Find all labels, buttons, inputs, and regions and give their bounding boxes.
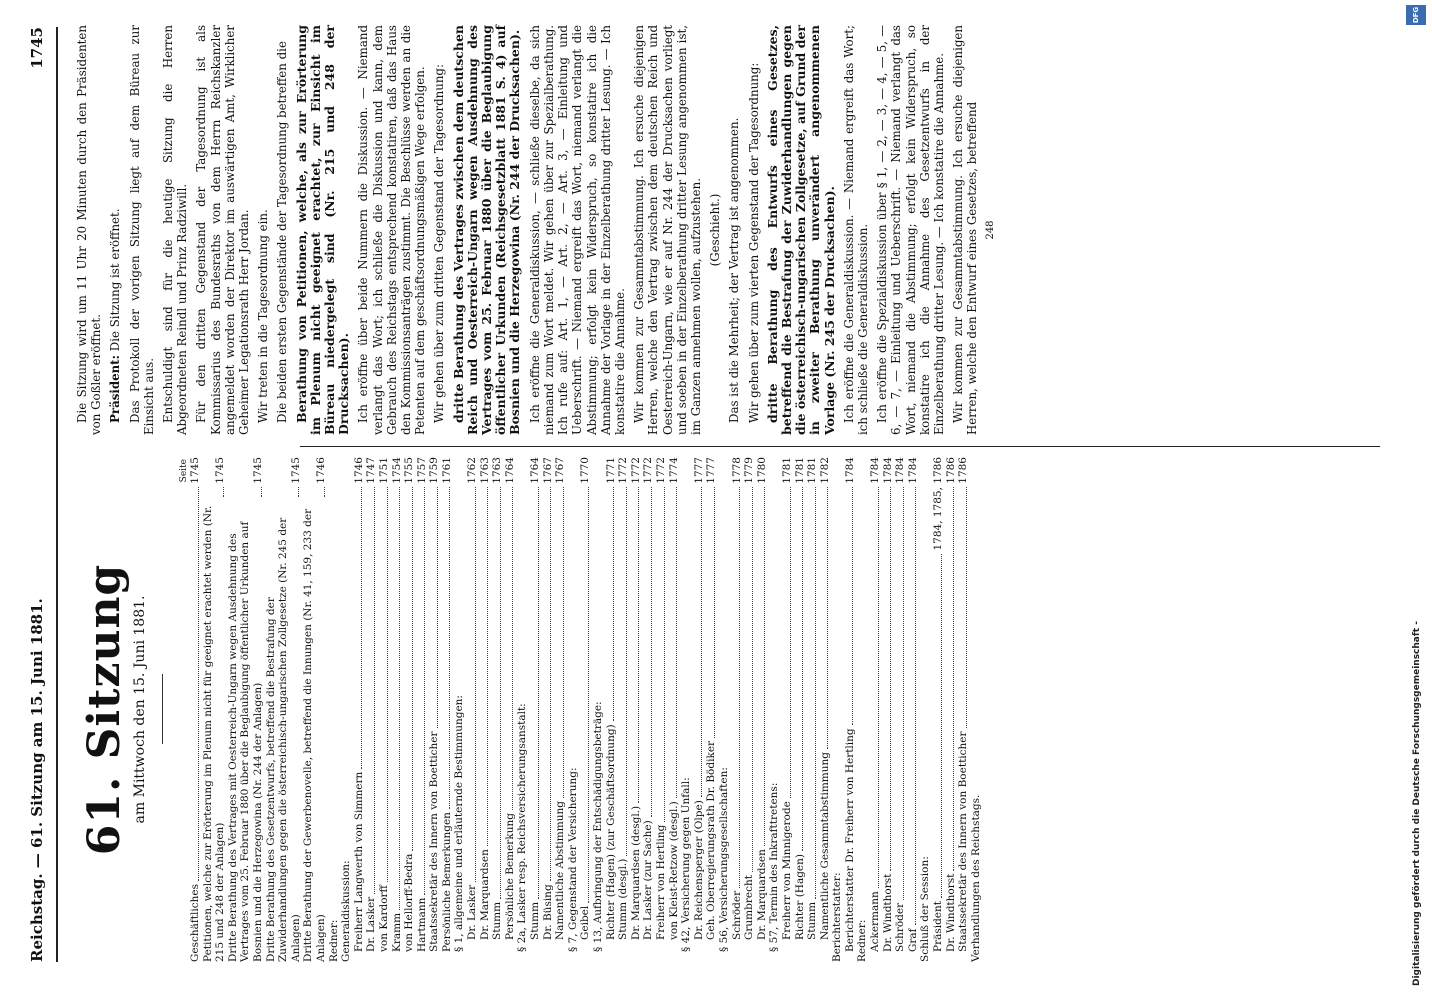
toc-entry-text: Staatssekretär des Innern von Boetticher	[957, 731, 970, 952]
toc-leader-dots	[487, 487, 488, 846]
toc-entry-text: Redner:	[327, 919, 340, 962]
toc-leader-dots	[223, 487, 224, 497]
toc-entry-text: Dr. Marquardsen	[478, 849, 491, 940]
toc-entry-text: § 42, Versicherung gegen Unfall:	[680, 777, 693, 952]
toc-entry-page: 1763	[491, 457, 504, 484]
toc-entry	[340, 457, 353, 962]
toc-leader-dots	[651, 487, 652, 818]
agenda-item-heading: Berathung von Petitionen, welche, als zur Erörterung im Plenum nicht geeignet erachtet, zur Einsicht im Büreau niedergelegt sind (Nr. 215 und 248 der Drucksachen).	[293, 25, 352, 435]
toc-leader-dots	[588, 487, 589, 903]
toc-leader-dots	[374, 487, 375, 894]
proceedings-text	[75, 25, 980, 435]
toc-entry-text: Richter (Hagen) (zur Geschäftsordnung)	[604, 724, 617, 940]
toc-entry-text: § 1, allgemeine und erläuternde Bestimmungen:	[453, 695, 466, 952]
toc-entry-text: Schluß der Session:	[919, 856, 932, 962]
toc-entry	[504, 457, 517, 962]
toc-entry-text: Geh. Oberregierungsrath Dr. Bödiker	[705, 740, 718, 940]
toc-entry	[882, 457, 895, 962]
toc-entry-text: Stumm	[491, 901, 504, 940]
toc-leader-dots	[198, 487, 199, 881]
toc-entry	[794, 457, 807, 962]
toc-entry-page: 1764	[503, 457, 516, 484]
toc-leader-dots	[941, 554, 942, 898]
toc-entry	[756, 457, 769, 962]
paragraph: Wir treten in die Tagesordnung ein.	[256, 209, 271, 423]
toc-entry-text: Staatssekretär des Innern von Boetticher	[428, 731, 441, 952]
toc-entry-page: 1759	[428, 457, 441, 484]
toc-leader-dots	[676, 487, 677, 799]
toc-entry	[416, 457, 429, 962]
toc-entry	[579, 457, 592, 962]
session-title: 61. Sitzung	[79, 563, 130, 856]
toc-entry-text: § 13, Aufbringung der Entschädigungsbeträge:	[592, 701, 604, 952]
digitization-credit	[1402, 0, 1432, 1000]
toc-entry-page: 1764	[529, 457, 542, 484]
toc-entry-text: Berichterstatter Dr. Freiherr von Hertling	[843, 728, 856, 952]
toc-leader-dots	[701, 487, 702, 797]
toc-entry-page: 1755	[403, 457, 416, 484]
toc-leader-dots	[613, 487, 614, 722]
dfg-logo: DFG	[1406, 5, 1426, 25]
paragraph-text: Die Sitzung ist eröffnet.	[108, 208, 123, 355]
toc-entry-text: Dritte Berathung der Gewerbenovelle, betreffend die Innungen (Nr. 41, 159, 233 der Anlagen)	[302, 508, 327, 962]
toc-entry-page: 1786	[957, 457, 970, 484]
toc-entry-text: Dr. Lasker	[365, 896, 378, 952]
paragraph: Wir kommen zur Gesammtabstimmung. Ich ersuche diejenigen Herren, welche den Vertrag zwischen dem deutschen Reich und Oesterreich-Ungarn, wie er auf Nr. 244 der Drucksachen vorliegt und soeben in der Einzelberathung dritter Lesung angenommen ist, im Ganzen annehmen wollen, aufzustehen.	[632, 25, 703, 435]
left-column	[75, 457, 982, 962]
toc-leader-dots	[903, 487, 904, 900]
toc-entry	[466, 457, 479, 962]
toc-entry	[806, 457, 819, 962]
toc-entry-page: 1777	[692, 457, 705, 484]
toc-entry-text: Dr. Reichensperger (Olpe)	[692, 800, 705, 940]
toc-leader-dots	[324, 487, 325, 497]
toc-entry-page: 1767	[541, 457, 554, 484]
toc-entry-text: § 2a, Lasker resp. Reichsversicherungsanstalt:	[516, 703, 529, 952]
toc-entry-text: Stumm	[806, 901, 819, 940]
toc-leader-dots	[878, 487, 879, 888]
toc-entry-text: Dr. Windthorst	[881, 873, 894, 952]
toc-entry-page: 1774	[667, 457, 680, 484]
toc-entry-text: Hartmann	[415, 897, 428, 952]
page-number: 1745	[28, 27, 46, 69]
toc-leader-dots	[966, 487, 967, 729]
toc-entry-text: Berichterstatter:	[831, 872, 844, 962]
toc-entry	[554, 457, 567, 962]
toc-entry-text: Dr. Lasker (zur Sache)	[642, 820, 655, 940]
toc-entry	[202, 457, 227, 962]
toc-entry-page: 1784	[843, 457, 856, 484]
toc-entry	[945, 457, 958, 962]
toc-entry	[894, 457, 907, 962]
toc-entry	[567, 457, 580, 962]
title-rule	[162, 675, 163, 745]
toc-entry	[353, 457, 366, 962]
toc-entry-text: Ackermann	[869, 891, 882, 952]
toc-entry-page: 1772	[629, 457, 642, 484]
toc-leader-dots	[915, 487, 916, 926]
paragraph: Das Protokoll der vorigen Sitzung liegt auf dem Büreau zur Einsicht aus.	[127, 25, 156, 435]
toc-entry	[265, 457, 303, 962]
paragraph: Ich eröffne die Generaldiskussion. — Niemand ergreift das Wort; ich schließe die Generaldiskussion.	[841, 25, 870, 435]
toc-leader-dots	[563, 487, 564, 798]
toc-page-header: Seite	[179, 459, 189, 483]
toc-entry-text: § 57, Termin des Inkrafttretens:	[768, 782, 781, 952]
paragraph	[108, 25, 122, 435]
toc-entry	[491, 457, 504, 962]
toc-entry	[479, 457, 492, 962]
session-date: am Mittwoch den 15. Juni 1881.	[132, 595, 148, 824]
toc-leader-dots	[437, 487, 438, 729]
toc-entry-text: Dritte Berathung des Gesetzentwurfs, betreffend die Bestrafung der Zuwiderhandlungen gegen die österreichisch-ungarischen Zollgesetze (Nr. 245 der Anlagen)	[264, 517, 302, 962]
toc-entry-page: 1784	[906, 457, 919, 484]
toc-leader-dots	[387, 487, 388, 882]
toc-entry	[378, 457, 391, 962]
toc-entry-page: 1784	[894, 457, 907, 484]
toc-entry	[970, 457, 983, 962]
toc-entry-page: 1747	[365, 457, 378, 484]
toc-entry	[605, 457, 618, 962]
toc-leader-dots	[890, 487, 891, 871]
right-column	[75, 25, 996, 435]
toc-entry-page: 1784, 1785, 1786	[932, 457, 945, 551]
toc-entry	[844, 457, 857, 962]
paragraph: Entschuldigt sind für die heutige Sitzung die Herren Abgeordneten Reindl und Prinz Radziwill.	[161, 25, 190, 435]
toc-entry	[705, 457, 718, 962]
signature-mark: 248	[984, 220, 996, 240]
toc-entry-text: Petitionen, welche zur Erörterung im Plenum nicht für geeignet erachtet werden (Nr. 215 und 248 der Anlagen)	[201, 505, 227, 962]
toc-entry-text: Generaldiskussion:	[340, 860, 353, 962]
toc-leader-dots	[752, 487, 753, 872]
toc-entry-page: 1779	[743, 457, 756, 484]
toc-entry-page: 1745	[289, 457, 302, 484]
toc-entry	[391, 457, 404, 962]
toc-entry	[743, 457, 756, 962]
toc-entry-text: Namentliche Abstimmung	[554, 801, 567, 940]
toc-entry-page: 1784	[869, 457, 882, 484]
toc-entry	[831, 457, 844, 962]
toc-leader-dots	[852, 487, 853, 726]
toc-entry	[227, 457, 265, 962]
toc-leader-dots	[399, 487, 400, 910]
paragraph: (Geschieht.)	[708, 193, 723, 267]
toc-entry	[403, 457, 416, 962]
toc-entry-text: Präsident	[932, 900, 945, 952]
toc-entry	[453, 457, 466, 962]
toc-entry	[907, 457, 920, 962]
toc-entry-page: 1772	[654, 457, 667, 484]
toc-entry-page: 1777	[705, 457, 718, 484]
toc-leader-dots	[500, 487, 501, 899]
toc-entry	[919, 457, 932, 962]
toc-leader-dots	[475, 487, 476, 882]
toc-leader-dots	[953, 487, 954, 871]
toc-entry	[731, 457, 744, 962]
toc-leader-dots	[664, 487, 665, 822]
toc-leader-dots	[790, 487, 791, 798]
toc-entry-page: 1746	[314, 457, 327, 484]
toc-entry-text: Freiherr von Hertling	[654, 824, 667, 940]
column-divider	[300, 446, 1380, 447]
toc-entry	[642, 457, 655, 962]
toc-entry-text: Graf	[906, 928, 919, 952]
paragraph: Die beiden ersten Gegenstände der Tagesordnung betreffen die	[275, 41, 290, 423]
toc-entry	[655, 457, 668, 962]
toc-entry	[189, 457, 202, 962]
toc-entry-page: 1746	[352, 457, 365, 484]
toc-entry-page: 1745	[189, 457, 201, 484]
toc-entry-page: 1782	[818, 457, 831, 484]
paragraph: Ich eröffne über beide Nummern die Diskussion. — Niemand verlangt das Wort; ich schließe die Diskussion und kann, dem Gebrauch des Reichstags entsprechend konstatiren, daß das Haus den Kommissionsanträgen zustimmt. Die Beschlüsse werden an die Petenten auf dem geschäftsordnungsmäßigen Wege erfolgen.	[356, 25, 428, 435]
toc-entry-page: 1757	[415, 457, 428, 484]
agenda-item-heading: dritte Berathung des Entwurfs eines Gesetzes, betreffend die Bestrafung der Zuwiderhandlungen gegen die österreichisch-ungarischen Zollgesetze, auf Grund der in zweiter Berathung unverändert angenommenen Vorlage (Nr. 245 der Drucksachen).	[764, 25, 837, 435]
toc-entry-page: 1770	[579, 457, 592, 484]
toc-entry	[869, 457, 882, 962]
toc-entry	[529, 457, 542, 962]
toc-leader-dots	[550, 487, 551, 882]
toc-entry	[428, 457, 441, 962]
toc-entry-text: Redner:	[856, 919, 869, 962]
toc-entry-page: 1751	[377, 457, 390, 484]
toc-entry-page: 1778	[730, 457, 743, 484]
toc-entry	[718, 457, 731, 962]
toc-entry-text: von Hellorff-Bedra	[403, 853, 416, 952]
toc-entry	[693, 457, 706, 962]
toc-entry-text: § 56, Versicherungsgesellschaften:	[717, 767, 730, 952]
toc-entry-text: Dr. Marquardsen (desgl.)	[629, 805, 642, 940]
toc-leader-dots	[298, 487, 299, 497]
toc-leader-dots	[739, 487, 740, 888]
toc-entry-page: 1781	[793, 457, 806, 484]
toc-entry-page: 1745	[251, 457, 264, 484]
toc-entry	[617, 457, 630, 962]
toc-entry	[856, 457, 869, 962]
paragraph: Das ist die Mehrheit; der Vertrag ist angenommen.	[727, 117, 742, 423]
toc-leader-dots	[827, 487, 828, 749]
header-rule	[56, 27, 58, 962]
toc-entry-page: 1784	[881, 457, 894, 484]
toc-entry-page: 1786	[944, 457, 957, 484]
toc-entry	[516, 457, 529, 962]
toc-entry-text: Stumm (desgl.)	[617, 858, 630, 940]
table-of-contents	[189, 457, 982, 962]
toc-entry	[592, 457, 605, 962]
toc-entry-text: Persönliche Bemerkung	[503, 813, 516, 940]
toc-entry	[668, 457, 681, 962]
toc-leader-dots	[412, 487, 413, 851]
toc-entry-page: 1772	[617, 457, 630, 484]
paragraph: Für den dritten Gegenstand der Tagesordnung ist als Kommissarius des Bundesraths von dem Herrn Reichskanzler angemeldet worden der Direktor im auswärtigen Amt, Wirklicher Geheimer Legationsrath Herr Jordan.	[194, 25, 252, 435]
toc-leader-dots	[512, 487, 513, 810]
toc-entry-page: 1761	[440, 457, 453, 484]
toc-entry	[932, 457, 945, 962]
toc-leader-dots	[538, 487, 539, 899]
paragraph: Ich eröffne die Spezialdiskussion über § 1, — 2, — 3, — 4, — 5, — 6, — 7, — Einleitung und Ueberschrift. — Niemand verlangt das Wort, niemand die Abstimmung; erfolgt kein Widerspruch, so konstatire ich die Annahme des Gesetzentwurfs in der Einzelberathung dritter Lesung. — Ich konstatire die Annahme.	[875, 25, 946, 435]
paragraph: Wir gehen über zum dritten Gegenstand der Tagesordnung:	[432, 64, 447, 423]
toc-entry-text: Namentliche Gesammtabstimmung	[818, 751, 831, 940]
toc-leader-dots	[626, 487, 627, 856]
toc-leader-dots	[764, 487, 765, 846]
toc-entry-text: Geibel	[579, 905, 592, 940]
toc-entry-page: 1780	[755, 457, 768, 484]
toc-entry-text: Richter (Hagen)	[793, 853, 806, 940]
toc-entry	[781, 457, 794, 962]
toc-entry	[328, 457, 341, 962]
toc-leader-dots	[424, 487, 425, 895]
toc-entry-text: Geschäftliches	[189, 884, 201, 962]
toc-leader-dots	[261, 487, 262, 497]
toc-entry-text: Dr. Lasker	[466, 884, 479, 940]
toc-entry-text: Persönliche Bemerkungen	[440, 812, 453, 952]
toc-leader-dots	[638, 487, 639, 803]
toc-entry-text: Stumm	[529, 901, 542, 940]
paragraph: Wir gehen über zum vierten Gegenstand der Tagesordnung:	[746, 62, 761, 423]
toc-leader-dots	[815, 487, 816, 899]
toc-entry-page: 1754	[390, 457, 403, 484]
toc-entry-text: Dr. Marquardsen	[755, 849, 768, 940]
toc-entry	[630, 457, 643, 962]
toc-entry	[819, 457, 832, 962]
speaker-label: Präsident:	[108, 355, 123, 423]
toc-entry-text: Dr. Büsing	[541, 884, 554, 940]
paragraph: Ich eröffne die Generaldiskussion, — schließe dieselbe, da sich niemand zum Wort meldet. Wir gehen über zur Spezialberathung. Ich rufe auf: Art. 1, — Art. 2, — Art. 3, — Einleitung und Ueberschrift. — Niemand ergreift das Wort, niemand verlangt die Abstimmung; erfolgt kein Widerspruch, so konstatire ich die Annahme der Vorlage in der Einzelberathung dritter Lesung. — Ich konstatire die Annahme.	[527, 25, 627, 435]
toc-entry-text: § 7, Gegenstand der Versicherung:	[566, 767, 579, 952]
toc-entry	[302, 457, 327, 962]
toc-entry-page: 1762	[466, 457, 479, 484]
paragraph: Wir kommen zur Gesammtabstimmung. Ich ersuche diejenigen Herren, welche den Entwurf eines Gesetzes, betreffend	[951, 25, 980, 435]
toc-entry-text: Freiherr von Minnigerode	[780, 801, 793, 940]
toc-entry	[441, 457, 454, 962]
toc-leader-dots	[449, 487, 450, 809]
agenda-item-heading: dritte Berathung des Vertrages zwischen dem deutschen Reich und Oesterreich-Ungarn wegen Ausdehnung des Vertrages vom 25. Februar 1880 über die Beglaubigung öffentlicher Urkunden (Reichsgesetzblatt 1881 S. 4) auf Bosnien und die Herzegowina (Nr. 244 der Drucksachen).	[450, 25, 523, 435]
toc-entry-text: Grumbrecht	[743, 875, 756, 940]
running-head-title: Reichstag. — 61. Sitzung am 15. Juni 1881.	[28, 598, 46, 962]
paragraph: Die Sitzung wird um 11 Uhr 20 Minuten durch den Präsidenten von Goßler eröffnet.	[75, 25, 104, 435]
toc-entry-page: 1781	[806, 457, 819, 484]
toc-entry-text: Dritte Berathung des Vertrages mit Oesterreich-Ungarn wegen Ausdehnung des Vertrages vom 25. Februar 1880 über die Beglaubigung öffentlicher Urkunden auf Bosnien und die Herzegowina (Nr. 244 der Anlagen)	[226, 521, 264, 962]
toc-entry-text: Kramm	[390, 912, 403, 952]
digitization-credit-text: Digitalisierung gefördert durch die Deutsche Forschungsgemeinschaft -	[1412, 621, 1422, 986]
toc-entry	[768, 457, 781, 962]
toc-entry	[957, 457, 970, 962]
running-head	[28, 27, 58, 962]
toc-entry	[680, 457, 693, 962]
toc-entry-text: von Kleist-Retzow (desgl.)	[667, 801, 680, 940]
toc-entry-page: 1771	[604, 457, 617, 484]
toc-leader-dots	[802, 487, 803, 851]
toc-entry	[365, 457, 378, 962]
toc-entry-page: 1763	[478, 457, 491, 484]
toc-entry-page: 1767	[554, 457, 567, 484]
toc-entry-page: 1781	[780, 457, 793, 484]
toc-entry-text: Freiherr Langwerth von Simmern	[352, 771, 365, 952]
toc-entry-page: 1772	[642, 457, 655, 484]
toc-entry-text: Verhandlungen des Reichstags.	[969, 794, 982, 962]
toc-leader-dots	[714, 487, 715, 738]
toc-entry-text: von Kardorff	[377, 885, 390, 952]
toc-entry-text: Schröder	[894, 902, 907, 952]
toc-entry-page: 1745	[214, 457, 227, 484]
toc-entry-text: Dr. Windthorst	[944, 873, 957, 952]
toc-entry	[542, 457, 555, 962]
toc-entry-text: Schröder	[730, 890, 743, 940]
toc-leader-dots	[361, 487, 362, 769]
